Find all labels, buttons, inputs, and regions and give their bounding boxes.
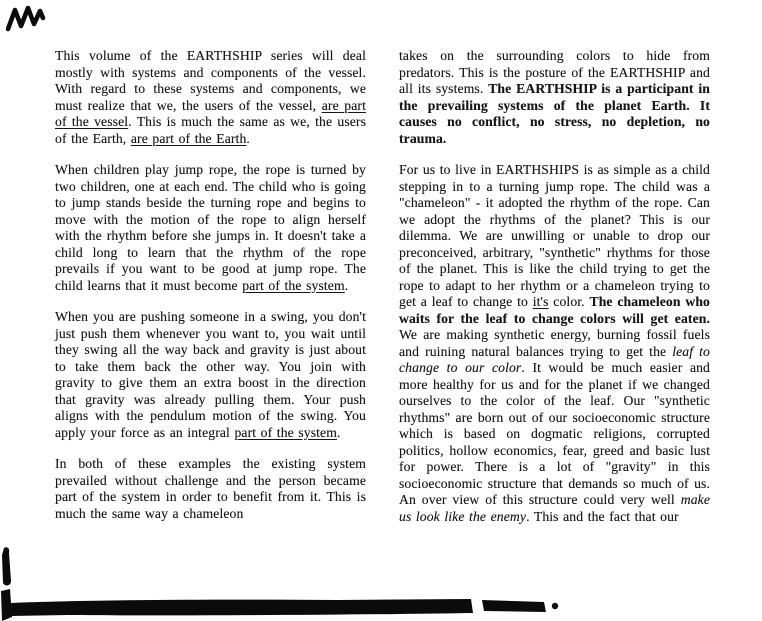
text-run-u: are part of the vessel <box>55 97 366 129</box>
text-column-right <box>399 48 710 540</box>
paragraph-earthship-living <box>399 162 710 525</box>
text-column-left <box>55 48 366 540</box>
text-run-u: part of the system <box>242 277 345 293</box>
text-run-u: it's <box>532 294 549 309</box>
text-run: When you are pushing someone in a swing, you don't just push them whenever you want to, you wait until they swing all the way back and gravity is just about to take them back the other way. You join with gravity to give them an extra boost in the direction that gravity was already pulling them. Your push aligns with the pendulum motion of the swing. You apply your force as an integral <box>55 309 366 440</box>
paragraph-examples <box>55 456 366 522</box>
text-run-b: The EARTHSHIP is a participant in the prevailing systems of the planet Earth. It causes no conflict, no stress, no depletion, no trauma. <box>399 81 710 146</box>
text-run: We are making synthetic energy, burning fossil fuels and ruining natural balances trying to get the <box>399 327 710 359</box>
scan-mark-top-left-scribble <box>6 4 48 34</box>
text-run: . <box>246 130 250 146</box>
scan-mark-bottom-bar <box>8 596 568 620</box>
text-run: When children play jump rope, the rope is turned by two children, one at each end. The child who is going to jump stands beside the turning rope and begins to move with the motion of the rope to align herself with the rhythm before she jumps in. It doesn't take a child long to learn that the rhythm of the rope prevails if you want to be good at jump rope. The child learns that it must become <box>55 162 366 293</box>
text-run: For us to live in EARTHSHIPS is as simple as a child stepping in to a turning jump rope. The child was a "chameleon" - it adopted the rhythm of the rope. Can we adopt the rhythms of the planet? This is our dilemma. We are unwilling or unable to drop our preconceived, arbitrary, "synthetic" rhythms for those of the planet. This is like the child trying to get the rope to adapt to her rhythm or a chameleon trying to get a leaf to change to <box>399 162 710 309</box>
paragraph-swing <box>55 309 366 441</box>
text-run-u: are part of the Earth <box>130 130 247 146</box>
text-run: This volume of the EARTHSHIP series will deal mostly with systems and components of the vessel. With regard to these systems and components, we must realize that we, the users of the vessel, <box>55 48 366 113</box>
text-run: takes on the surrounding colors to hide from predators. This is the posture of the EARTHSHIP and all its systems. <box>399 48 710 96</box>
text-run-u: part of the system <box>234 424 337 440</box>
paragraph-vessel-intro <box>55 48 366 147</box>
text-run: In both of these examples the existing system prevailed without challenge and the person became part of the system in order to benefit from it. This is much the same way a chameleon <box>55 456 366 521</box>
text-run: . <box>336 424 341 440</box>
text-run-i: leaf to change to our color <box>399 343 711 375</box>
paragraph-chameleon-posture <box>399 48 710 147</box>
text-run: . This is much the same as we, the users of the Earth, <box>55 114 367 146</box>
text-run-b: The chameleon who waits for the leaf to change colors will get eaten. <box>399 294 710 326</box>
text-run: color. <box>548 294 590 309</box>
text-run: . <box>344 277 349 293</box>
text-run-i: make us look like the enemy <box>399 492 710 524</box>
text-run: . It would be much easier and more healthy for us and for the planet if we changed ourselves to the color of the leaf. Our "synthetic rhythms" are born out of our socioeconomic structure which is based on dogmatic religions, corrupted politics, hollow economics, fear, greed and basic lust for power. There is a lot of "gravity" in this socioeconomic structure that demands so much of us. An over view of this structure could very well <box>399 360 711 507</box>
text-run: . This and the fact that our <box>526 508 679 524</box>
paragraph-jump-rope <box>55 162 366 294</box>
